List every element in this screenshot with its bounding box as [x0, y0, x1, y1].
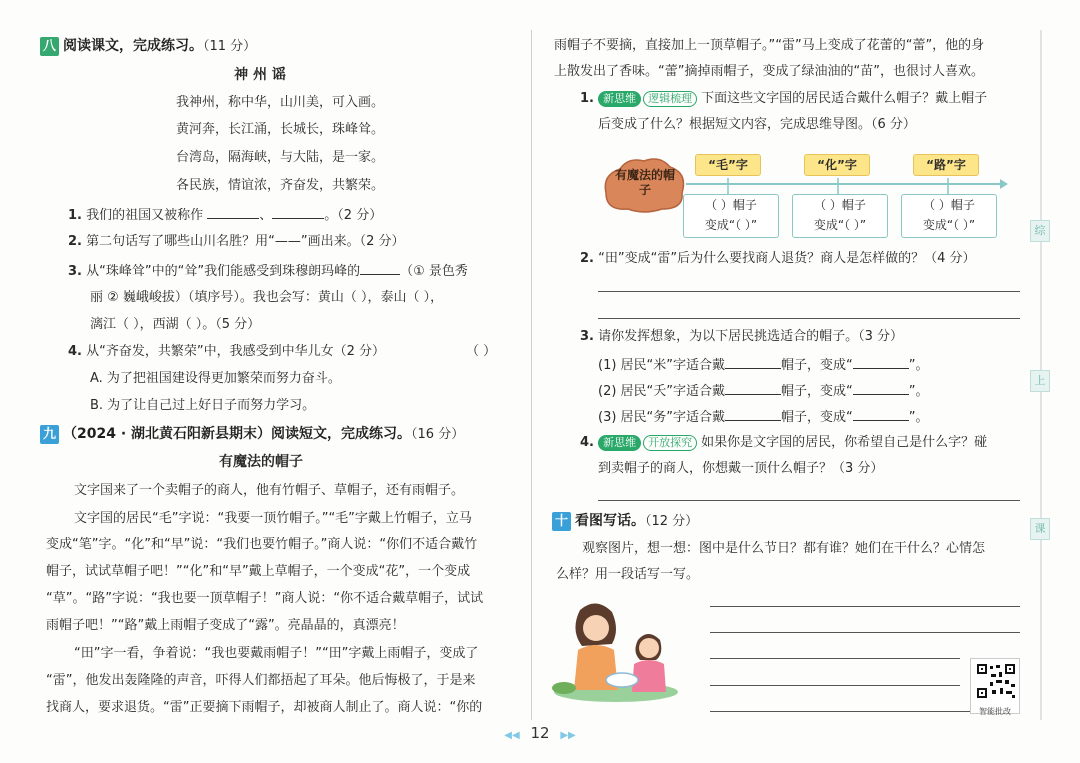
box-hat-line: （ ）帽子 [705, 198, 757, 212]
s9-q1-line-1: 下面这些文字国的居民适合戴什么帽子？戴上帽子 [701, 91, 988, 106]
s8-question-4 [68, 343, 385, 361]
answer-blank[interactable] [853, 381, 909, 395]
answer-blank[interactable] [360, 261, 400, 275]
s9-q4-line-2: 到卖帽子的商人，你想戴一顶什么帽子？（3 分） [598, 461, 884, 476]
s8-q4-option-a: A. 为了把祖国建设得更加繁荣而努力奋斗。 [90, 371, 341, 386]
item-prefix: (2) 居民“夭”字适合戴 [598, 384, 726, 399]
answer-line[interactable] [598, 318, 1020, 319]
side-tab: 综 [1030, 220, 1050, 242]
side-tab: 上 [1030, 370, 1050, 392]
story-line-3: 变成“笔”字。“化”和“早”说：“我们也要竹帽子。”商人说：“你们不适合戴竹 [46, 537, 478, 552]
mind-map-head-2: “化”字 [804, 154, 870, 176]
s9-q1-number: 1. [580, 91, 594, 106]
story-line-7: “田”字一看，争着说：“我也要戴雨帽子！”“田”字戴上雨帽子，变成了 [74, 646, 479, 661]
section-10-title: 看图写话。 [575, 513, 645, 529]
s8-q4-text: 从“齐奋发，共繁荣”中，我感受到中华儿女（2 分） [86, 344, 385, 359]
mind-map-answer-box-2[interactable] [792, 194, 888, 238]
item-middle: 帽子，变成“ [781, 410, 853, 425]
s8-q4-option-b: B. 为了让自己过上好日子而努力学习。 [90, 398, 316, 413]
side-tab: 课 [1030, 518, 1050, 540]
s9-q1-line-2: 后变成了什么？根据短文内容，完成思维导图。（6 分） [598, 117, 916, 132]
story-line-4: 帽子，试试草帽子吧！”“化”和“早”戴上草帽子，一个变成“花”，一个变成 [46, 564, 471, 579]
answer-blank[interactable] [207, 205, 259, 219]
section-9-header [40, 425, 464, 444]
box-hat-line: （ ）帽子 [923, 198, 975, 212]
story-line-10: 雨帽子不要摘，直接加上一顶草帽子。”“雷”马上变成了花蕾的“蕾”，他的身 [554, 38, 985, 53]
s9-q4-number: 4. [580, 435, 594, 450]
item-suffix: ”。 [908, 358, 929, 373]
box-result-line: 变成“（ ）” [813, 218, 867, 232]
s8-q3-line-1: 从“珠峰耸”中的“耸”我们能感受到珠穆朗玛峰的 [86, 264, 361, 279]
logic-tag: 逻辑梳理 [643, 91, 697, 107]
s8-q3-number: 3. [68, 264, 82, 279]
s9-question-4 [580, 434, 987, 452]
poem-line-2: 黄河奔，长江涌，长城长，珠峰耸。 [176, 122, 385, 137]
mind-map-answer-box-1[interactable] [683, 194, 779, 238]
section-10-line-1: 观察图片，想一想：图中是什么节日？都有谁？她们在干什么？心情怎 [582, 541, 986, 556]
section-10-line-2: 么样？用一段话写一写。 [556, 567, 700, 582]
item-suffix: ”。 [908, 410, 929, 425]
s8-q3-line-3: 漓江（ ），西湖（ ）。（5 分） [90, 317, 261, 332]
s9-q2-text: “田”变成“雷”后为什么要找商人退货？商人是怎样做的？（4 分） [598, 251, 976, 266]
poem-title: 神 州 谣 [234, 67, 286, 83]
poem-line-1: 我神州，称中华，山川美，可入画。 [176, 95, 385, 110]
s8-q1-number: 1. [68, 208, 82, 223]
s8-question-2 [68, 233, 405, 251]
answer-line[interactable] [710, 685, 960, 686]
answer-blank[interactable] [725, 407, 781, 421]
page-number-bar [0, 724, 1080, 742]
s9-question-2 [580, 250, 975, 268]
s8-q1-text: 我们的祖国又被称作 [86, 208, 204, 223]
story-line-8: “雷”，他发出轰隆隆的声音，吓得人们都捂起了耳朵。他后悔极了，于是来 [46, 673, 476, 688]
section-8-header [40, 37, 256, 56]
mind-map-center: 有魔法的帽子 [614, 168, 675, 197]
mind-map-head-1: “毛”字 [695, 154, 761, 176]
box-result-line: 变成“（ ）” [704, 218, 758, 232]
item-suffix: ”。 [908, 384, 929, 399]
story-line-6: 雨帽子吧！”“路”戴上雨帽子变成了“露”。亮晶晶的，真漂亮！ [46, 618, 405, 633]
s8-q2-number: 2. [68, 234, 82, 249]
s8-q1-sep: 、 [259, 208, 273, 223]
column-divider [531, 30, 532, 720]
mind-map-head-3: “路”字 [913, 154, 979, 176]
answer-blank[interactable] [853, 355, 909, 369]
section-9-score: （16 分） [411, 427, 465, 442]
s9-q3-item-2 [598, 381, 929, 401]
answer-blank[interactable] [725, 381, 781, 395]
item-prefix: (1) 居民“米”字适合戴 [598, 358, 726, 373]
qr-caption: 智能批改 [979, 707, 1011, 716]
s9-q3-item-3 [598, 407, 929, 427]
answer-blank[interactable] [853, 407, 909, 421]
item-middle: 帽子，变成“ [781, 358, 853, 373]
prev-arrow-icon: ◀◀ [504, 730, 520, 741]
item-middle: 帽子，变成“ [781, 384, 853, 399]
story-line-2: 文字国的居民“毛”字说：“我要一顶竹帽子。”“毛”字戴上竹帽子，立马 [74, 511, 472, 526]
page-number: 12 [530, 724, 550, 742]
story-title: 有魔法的帽子 [219, 454, 303, 470]
qr-code[interactable] [970, 658, 1020, 714]
answer-blank[interactable] [272, 205, 324, 219]
answer-line[interactable] [710, 632, 1020, 633]
section-9-number: 九 [40, 425, 59, 444]
new-thinking-tag: 新思维 [598, 435, 641, 451]
story-line-1: 文字国来了一个卖帽子的商人，他有竹帽子、草帽子，还有雨帽子。 [74, 483, 465, 498]
s9-q3-item-1 [598, 355, 929, 375]
s8-q4-number: 4. [68, 344, 82, 359]
answer-blank[interactable] [725, 355, 781, 369]
section-10-score: （12 分） [645, 514, 699, 529]
answer-line[interactable] [710, 606, 1020, 607]
story-line-9: 找商人，要求退货。“雷”正要摘下雨帽子，却被商人制止了。商人说：“你的 [46, 700, 483, 715]
s9-q3-number: 3. [580, 329, 594, 344]
illustration-mother-daughter [552, 600, 680, 704]
section-8-score: （11 分） [203, 39, 257, 54]
box-result-line: 变成“（ ）” [922, 218, 976, 232]
s8-question-1 [68, 205, 382, 225]
mind-map-answer-box-3[interactable] [901, 194, 997, 238]
section-10-header [552, 512, 698, 531]
answer-line[interactable] [710, 658, 960, 659]
s8-q3-options: （① 景色秀 [400, 264, 468, 279]
s8-question-3 [68, 261, 468, 281]
new-thinking-tag: 新思维 [598, 91, 641, 107]
poem-line-3: 台湾岛，隔海峡，与大陆，是一家。 [176, 150, 385, 165]
item-prefix: (3) 居民“务”字适合戴 [598, 410, 726, 425]
section-9-title: （2024 · 湖北黄石阳新县期末）阅读短文，完成练习。 [63, 426, 412, 442]
section-10-number: 十 [552, 512, 571, 531]
answer-line[interactable] [598, 500, 1020, 501]
s8-q3-line-2: 丽 ② 巍峨峻拔）（填序号）。我也会写：黄山（ ），泰山（ ）， [90, 290, 444, 305]
s9-question-1 [580, 90, 987, 108]
story-line-11: 上散发出了香味。“蕾”摘掉雨帽子，变成了绿油油的“苗”，也很讨人喜欢。 [554, 64, 984, 79]
next-arrow-icon: ▶▶ [560, 730, 576, 741]
s8-q1-end: 。（2 分） [324, 208, 383, 223]
story-line-5: “草”。“路”字说：“我也要一顶草帽子！”商人说：“你不适合戴草帽子，试试 [46, 591, 484, 606]
s9-question-3 [580, 328, 903, 346]
poem-line-4: 各民族，情谊浓，齐奋发，共繁荣。 [176, 178, 385, 193]
qr-code-icon [972, 660, 1020, 702]
section-8-number: 八 [40, 37, 59, 56]
s9-q2-number: 2. [580, 251, 594, 266]
answer-paren[interactable]: （ ） [466, 344, 497, 359]
s9-q4-line-1: 如果你是文字国的居民，你希望自己是什么字？碰 [701, 435, 988, 450]
box-hat-line: （ ）帽子 [814, 198, 866, 212]
explore-tag: 开放探究 [643, 435, 697, 451]
section-8-title: 阅读课文，完成练习。 [63, 38, 203, 54]
s9-q3-text: 请你发挥想象，为以下居民挑选适合的帽子。（3 分） [598, 329, 904, 344]
answer-line[interactable] [598, 291, 1020, 292]
s8-q2-text: 第二句话写了哪些山川名胜？用“——”画出来。（2 分） [86, 234, 405, 249]
